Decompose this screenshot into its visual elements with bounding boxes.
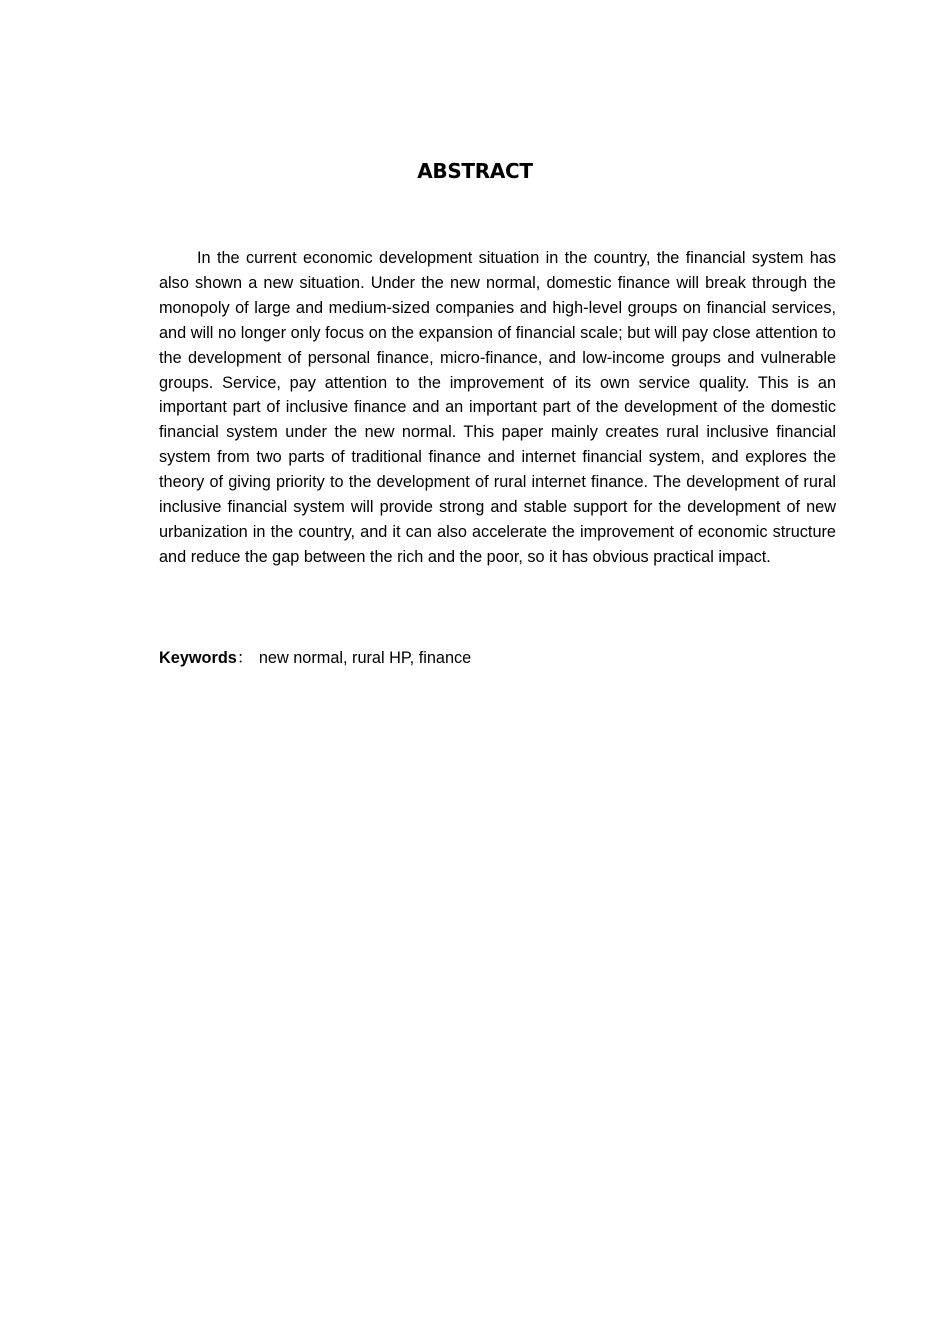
abstract-paragraph: In the current economic development situation in the country, the financial system has also shown a new situation. Under the new normal, domestic finance will break through the monopoly of large and medium-sized companies and high-level groups on financial services, and will no longer only focus on the expansion of financial scale; but will pay close attention to the development of personal finance, micro-finance, and low-income groups and vulnerable groups. Service, pay attention to the improvement of its own service quality. This is an important part of inclusive finance and an important part of the development of the domestic financial system under the new normal. This paper mainly creates rural inclusive financial system from two parts of traditional finance and internet financial system, and explores the theory of giving priority to the development of rural internet finance. The development of rural inclusive financial system will provide strong and stable support for the development of new urbanization in the country, and it can also accelerate the improvement of economic structure and reduce the gap between the rich and the poor, so it has obvious practical impact.	[159, 249, 836, 566]
keywords-line	[159, 646, 836, 670]
keywords-value: new normal, rural HP, finance	[258, 649, 472, 667]
abstract-title: ABSTRACT	[417, 159, 533, 183]
keywords-label: Keywords	[159, 649, 237, 667]
keywords-separator: ：	[236, 649, 254, 667]
